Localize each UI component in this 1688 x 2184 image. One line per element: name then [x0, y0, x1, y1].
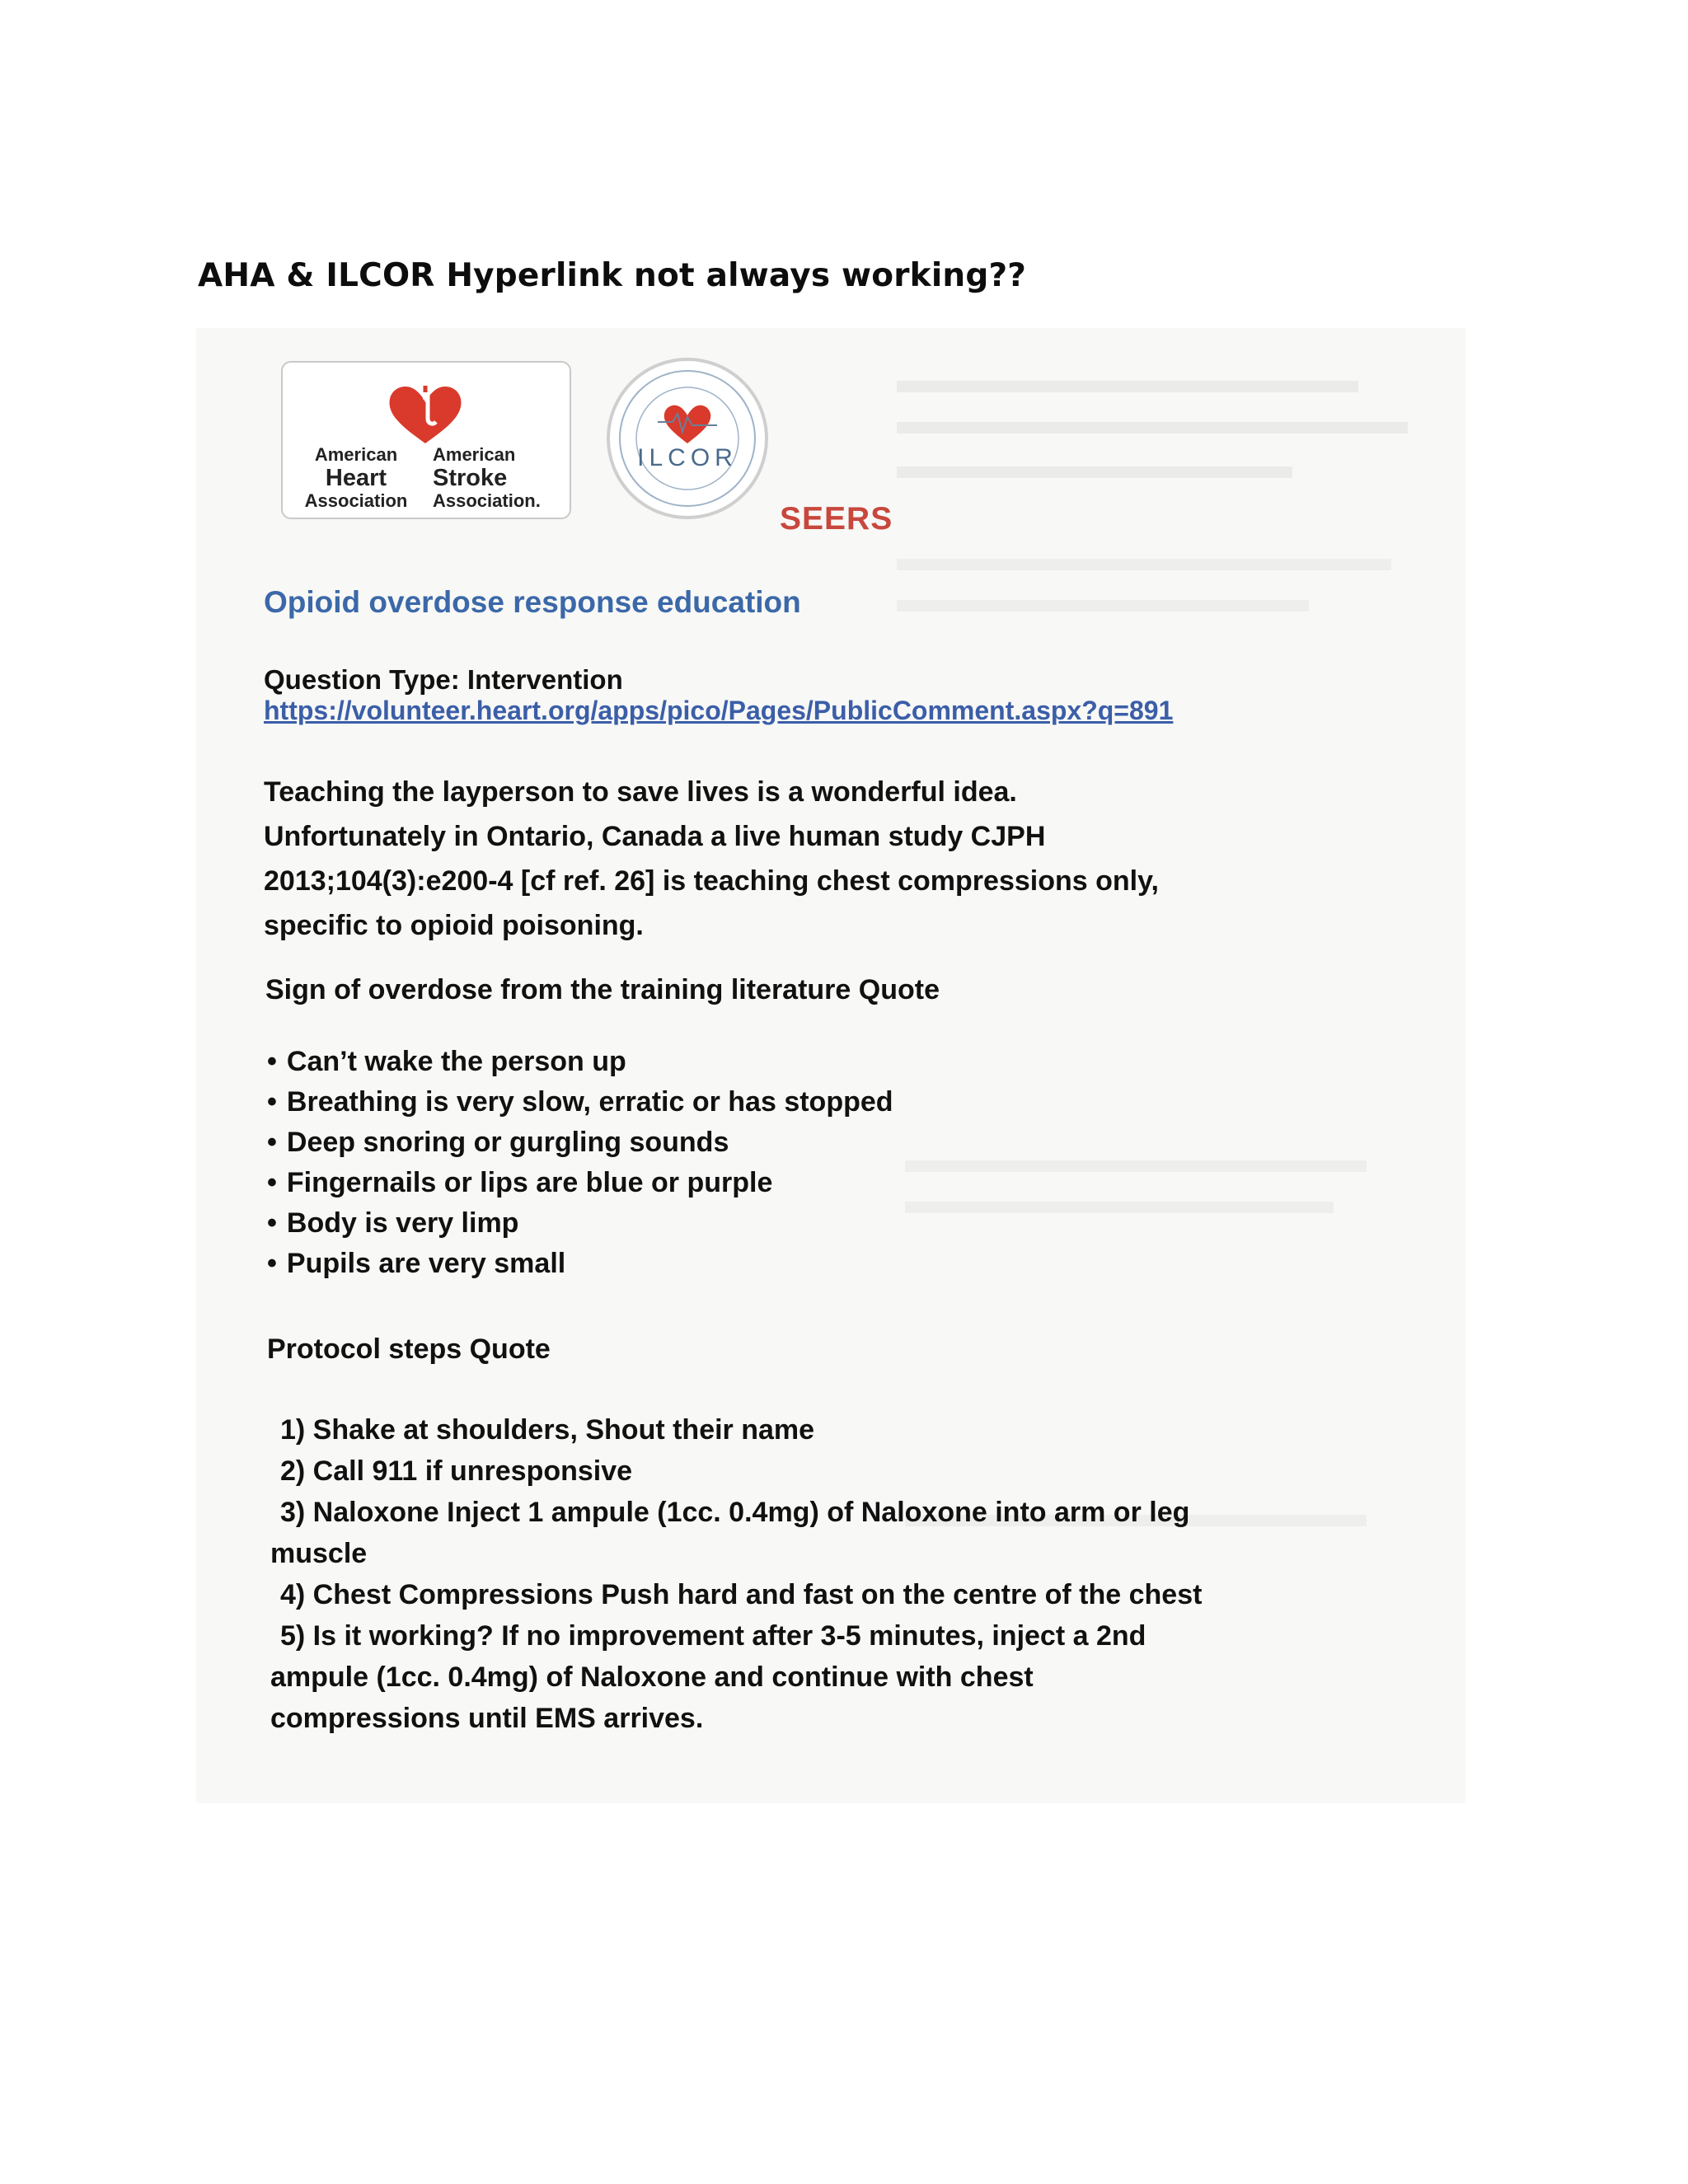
paragraph-line: Unfortunately in Ontario, Canada a live human study CJPH [264, 821, 1046, 852]
heart-torch-icon [380, 381, 471, 447]
scanned-document [196, 328, 1465, 1803]
aha-line-2: Heart [325, 465, 387, 491]
aha-line-1: American [314, 444, 398, 465]
pico-public-comment-link[interactable]: https://volunteer.heart.org/apps/pico/Pages/PublicComment.aspx?q=891 [264, 696, 1174, 725]
protocol-heading: Protocol steps Quote [267, 1333, 551, 1365]
asa-wordmark [433, 443, 556, 513]
aha-line-3: Association [304, 490, 408, 511]
step-line: 4) Chest Compressions Push hard and fast on the centre of the chest [280, 1579, 1203, 1610]
protocol-steps [270, 1409, 1391, 1739]
paragraph-line: Teaching the layperson to save lives is a wonderful idea. [264, 776, 1017, 808]
intro-paragraph [264, 770, 1368, 948]
step-line: compressions until EMS arrives. [270, 1703, 704, 1734]
question-type: Question Type: Intervention [264, 664, 623, 695]
paragraph-line: specific to opioid poisoning. [264, 910, 644, 941]
step-line: ampule (1cc. 0.4mg) of Naloxone and continue with chest [270, 1661, 1034, 1693]
list-item: • Breathing is very slow, erratic or has stopped [267, 1082, 893, 1122]
section-title: Opioid overdose response education [264, 585, 801, 619]
aha-asa-logo [281, 361, 571, 519]
list-item: • Body is very limp [267, 1203, 893, 1244]
signs-heading: Sign of overdose from the training literature Quote [265, 974, 940, 1005]
list-item: • Fingernails or lips are blue or purple [267, 1163, 893, 1203]
aha-wordmark [294, 443, 418, 513]
list-item: • Pupils are very small [267, 1244, 893, 1284]
step-line: 5) Is it working? If no improvement after 3-5 minutes, inject a 2nd [280, 1620, 1146, 1652]
asa-line-3: Association. [433, 490, 541, 511]
paragraph-line: 2013;104(3):e200-4 [cf ref. 26] is teaching chest compressions only, [264, 865, 1159, 897]
list-item: • Deep snoring or gurgling sounds [267, 1122, 893, 1163]
overdose-signs-list [267, 1042, 893, 1284]
ilcor-acronym: ILCOR [637, 444, 738, 471]
step-line: 3) Naloxone Inject 1 ampule (1cc. 0.4mg) of Naloxone into arm or leg [280, 1497, 1190, 1528]
list-item: • Can’t wake the person up [267, 1042, 893, 1082]
page-heading: AHA & ILCOR Hyperlink not always working?? [198, 257, 1027, 294]
asa-line-2: Stroke [433, 465, 508, 491]
ilcor-logo [605, 356, 770, 521]
asa-line-1: American [433, 444, 516, 465]
seers-label: SEERS [780, 501, 893, 537]
step-line: 2) Call 911 if unresponsive [280, 1455, 633, 1487]
step-line: muscle [270, 1538, 368, 1569]
step-line: 1) Shake at shoulders, Shout their name [280, 1414, 815, 1446]
